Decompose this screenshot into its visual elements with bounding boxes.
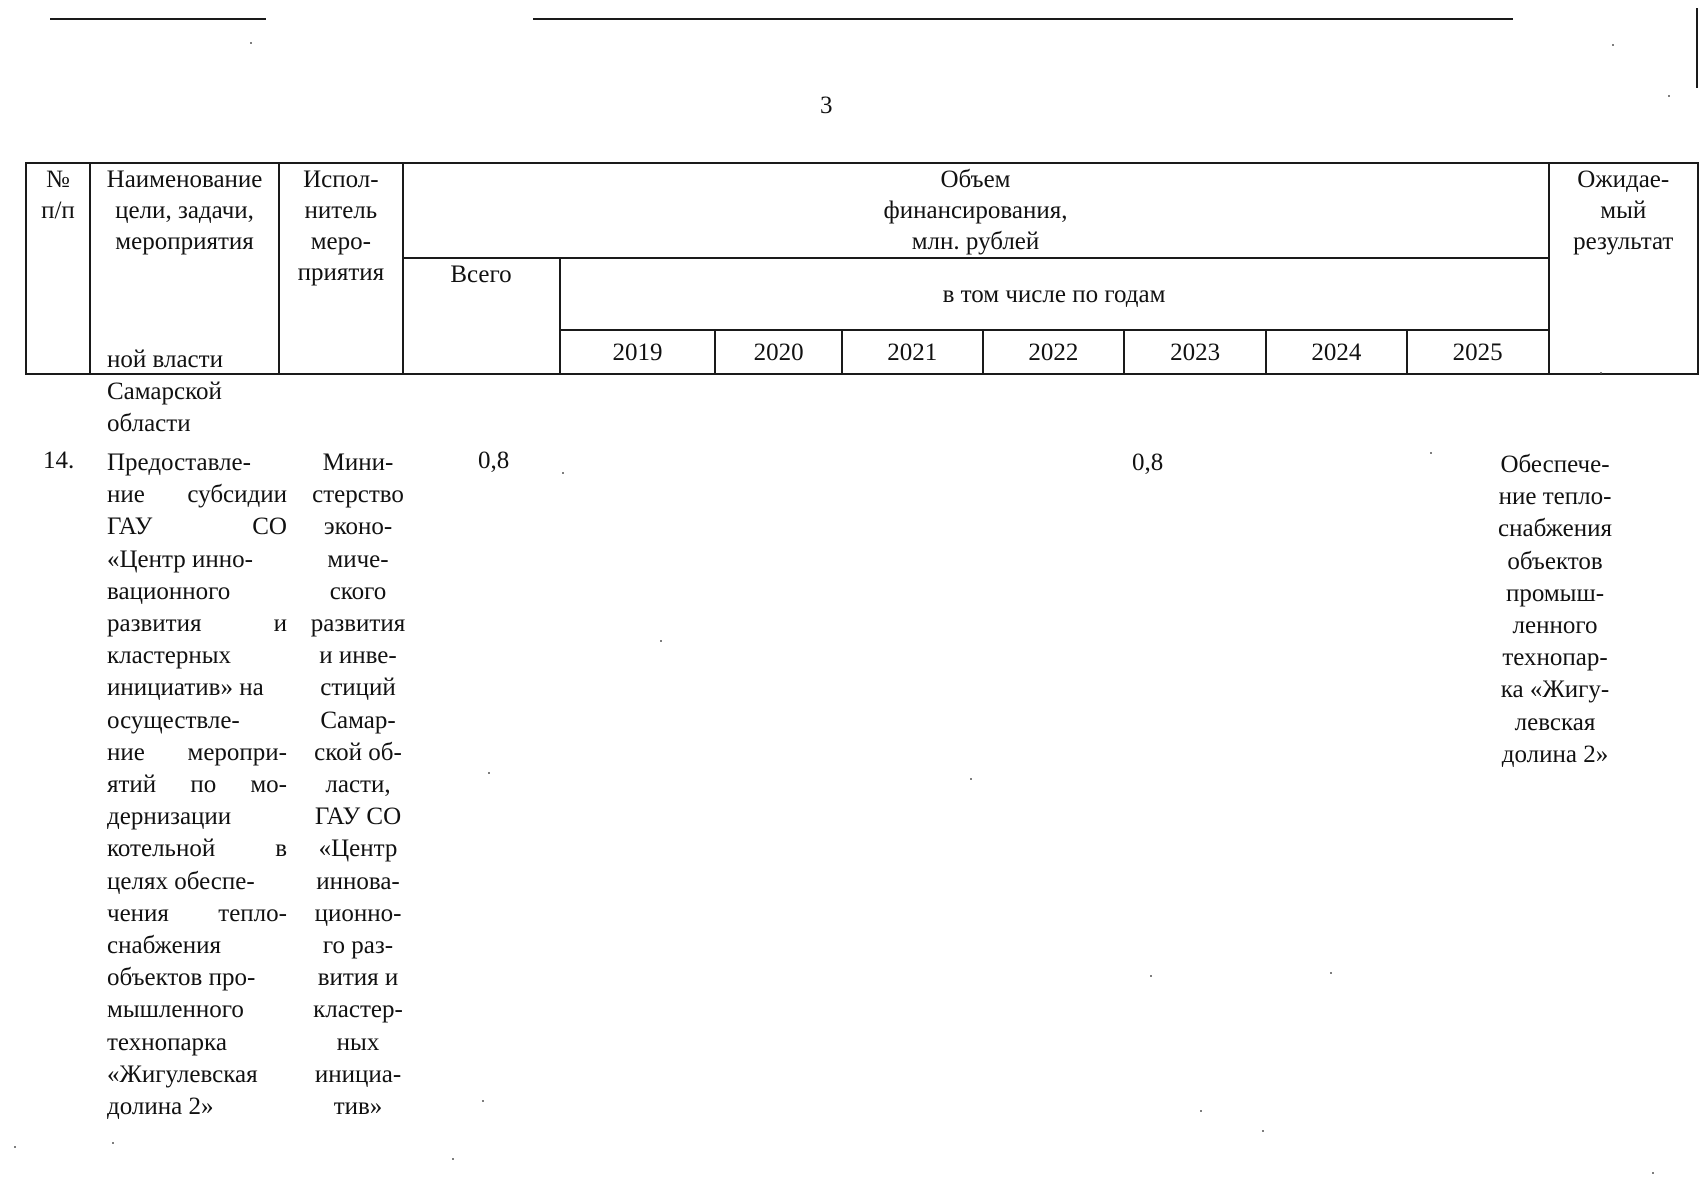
- scan-speck: [970, 778, 972, 780]
- executor-line: стиций: [320, 674, 396, 702]
- result-line: промыш-: [1505, 579, 1605, 607]
- scan-speck: [14, 1146, 16, 1148]
- year-header: 2019: [560, 330, 716, 374]
- continued-name-line: области: [107, 410, 191, 438]
- scan-speck: [660, 640, 662, 642]
- scan-speck: [1668, 95, 1670, 97]
- continued-name-line: Самарской: [107, 378, 222, 406]
- executor-line: иннова-: [316, 867, 400, 895]
- measure-name-line: ятий по мо-: [107, 771, 287, 799]
- total-value: 0,8: [478, 447, 510, 474]
- executor-line: вития и: [317, 964, 399, 992]
- year-header: 2023: [1124, 330, 1266, 374]
- header-total: Всего: [403, 258, 560, 374]
- year-header: 2024: [1266, 330, 1407, 374]
- year-2023-value: 0,8: [1132, 449, 1164, 476]
- executor-line: ского: [329, 577, 387, 605]
- measure-name-line: «Жигулевская: [107, 1060, 258, 1088]
- result-line: ленного: [1512, 612, 1598, 640]
- scan-speck: [112, 1142, 114, 1144]
- result-line: технопар-: [1502, 644, 1608, 672]
- result-line: долина 2»: [1501, 740, 1609, 768]
- measure-name-line: вационного: [107, 577, 231, 605]
- result-line: объектов: [1507, 547, 1603, 575]
- scan-speck: [1150, 975, 1152, 977]
- header-result: Ожидае-мый результат: [1549, 163, 1699, 374]
- header-by-years: в том числе по годам: [560, 258, 1549, 330]
- row-number: 14.: [43, 447, 75, 474]
- executor-line: кластер-: [313, 996, 403, 1024]
- executor-line: эконо-: [323, 513, 393, 541]
- measure-name-line: инициатив» на: [107, 674, 264, 702]
- scan-speck: [482, 1100, 484, 1102]
- measure-name-line: технопарка: [107, 1028, 227, 1056]
- header-number: № п/п: [26, 163, 90, 374]
- page-number: 3: [820, 92, 833, 119]
- measure-name-line: дернизации: [107, 803, 232, 831]
- measure-name-line: развития и: [107, 610, 287, 638]
- year-header: 2022: [983, 330, 1125, 374]
- header-executor: Испол-нитель меро-приятия: [279, 163, 402, 374]
- measure-name-line: ние субсидии: [107, 481, 287, 509]
- executor-line: «Центр: [318, 835, 398, 863]
- measure-name-line: ние меропри-: [107, 738, 287, 766]
- executor-line: ных: [336, 1028, 380, 1056]
- scan-speck: [1612, 44, 1614, 46]
- scan-speck: [250, 42, 252, 44]
- result-line: ка «Жигу-: [1500, 676, 1610, 704]
- scan-speck: [1200, 1110, 1202, 1112]
- result-line: Обеспече-: [1500, 451, 1610, 478]
- measure-name-line: снабжения: [107, 932, 221, 960]
- top-rule-right: [533, 18, 1513, 20]
- year-header: 2020: [715, 330, 841, 374]
- scan-speck: [452, 1158, 454, 1160]
- measure-name-line: осуществле-: [107, 706, 240, 734]
- header-name: Наименование цели, задачи, мероприятия: [90, 163, 279, 374]
- executor-line: развития: [310, 610, 406, 638]
- header-funding: Объем финансирования, млн. рублей: [403, 163, 1549, 258]
- top-rule-left: [50, 18, 266, 20]
- measure-name-line: котельной в: [107, 835, 287, 863]
- executor-line: ласти,: [325, 771, 391, 799]
- scan-speck: [1262, 1130, 1264, 1132]
- year-header: 2025: [1407, 330, 1549, 374]
- executor-line: и инве-: [319, 642, 397, 670]
- measure-name-line: целях обеспе-: [107, 867, 255, 895]
- measure-name-line: «Центр инно-: [107, 545, 253, 573]
- executor-line: тив»: [333, 1093, 383, 1121]
- scan-speck: [1652, 1172, 1654, 1174]
- measure-name-cell: [107, 447, 287, 1123]
- scan-speck: [1430, 452, 1432, 454]
- year-header: 2021: [842, 330, 983, 374]
- right-edge-mark: [1696, 8, 1698, 88]
- result-line: ние тепло-: [1498, 483, 1612, 511]
- measure-name-line: Предоставле-: [107, 449, 251, 476]
- executor-line: миче-: [327, 545, 389, 573]
- executor-line: стерство: [312, 481, 404, 509]
- executor-line: ГАУ СО: [314, 803, 402, 831]
- executor-cell: [300, 447, 416, 1123]
- measure-name-line: чения тепло-: [107, 899, 287, 927]
- continued-name-line: ной власти: [107, 346, 223, 373]
- executor-line: ской об-: [314, 738, 402, 766]
- continued-name-cell: [107, 344, 287, 441]
- executor-line: го раз-: [322, 932, 394, 960]
- measure-name-line: долина 2»: [107, 1093, 214, 1121]
- scan-speck: [488, 772, 490, 774]
- executor-line: инициа-: [314, 1060, 402, 1088]
- measure-name-line: кластерных: [107, 642, 232, 670]
- measure-name-line: мышленного: [107, 996, 244, 1024]
- executor-line: Мини-: [322, 449, 394, 476]
- scan-speck: [562, 472, 564, 474]
- scan-speck: [1600, 372, 1602, 374]
- executor-line: Самар-: [320, 706, 396, 734]
- expected-result-cell: [1484, 449, 1626, 771]
- executor-line: ционно-: [314, 899, 402, 927]
- measure-name-line: ГАУ СО: [107, 513, 287, 541]
- scan-speck: [1330, 972, 1332, 974]
- result-line: снабжения: [1498, 515, 1612, 543]
- result-line: левская: [1514, 708, 1596, 736]
- measure-name-line: объектов про-: [107, 964, 256, 992]
